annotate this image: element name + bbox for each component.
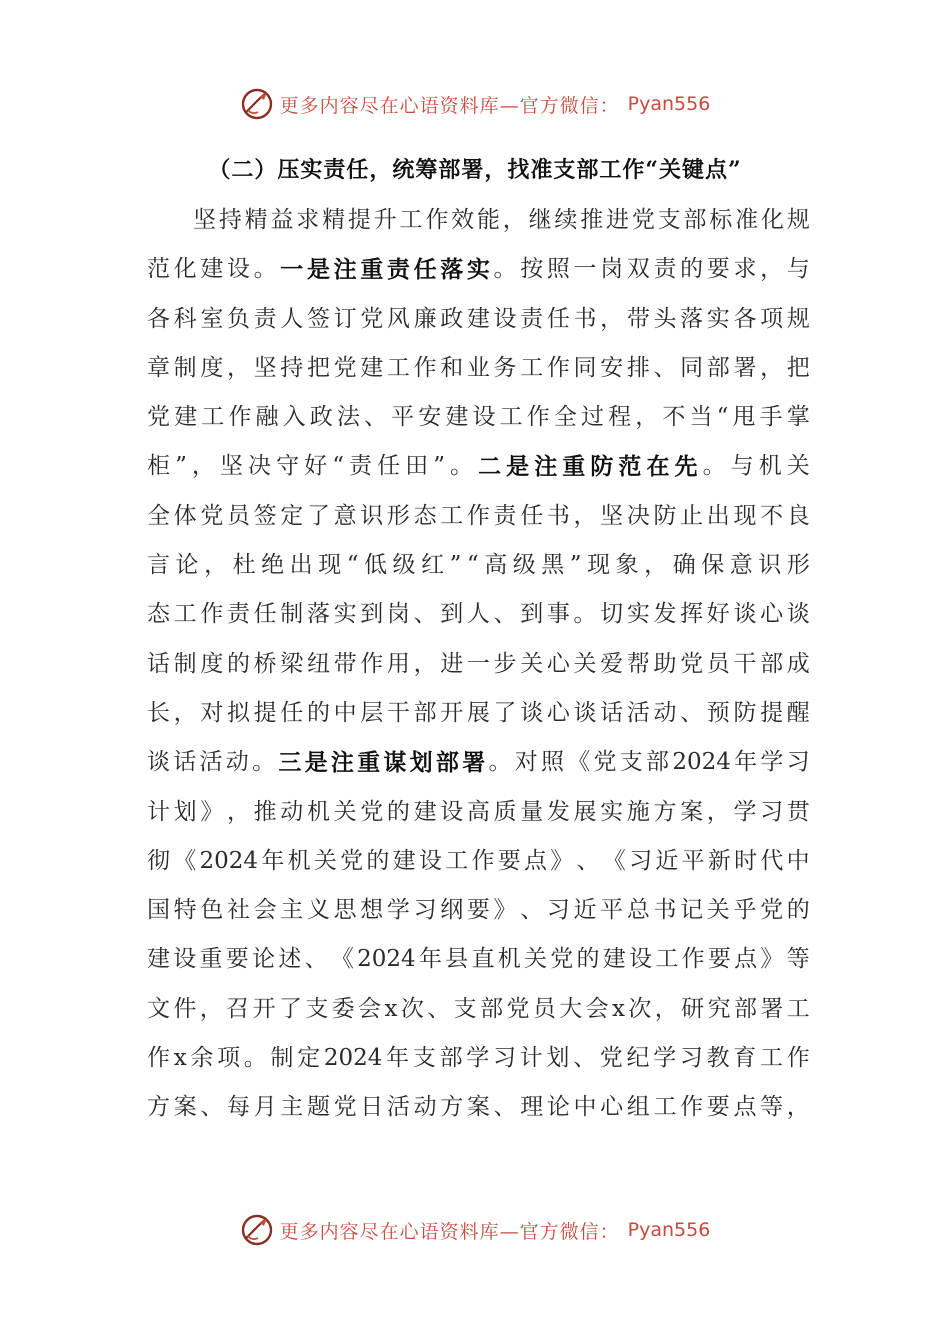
- pen-logo-icon: [240, 1213, 274, 1247]
- paragraph-line: 话 制 度 的 桥 梁 纽 带 作 用 ， 进 一 步 关 心 关 爱 帮 助 党 员 干 部 成: [147, 650, 810, 677]
- paragraph-line: 章 制 度 ， 坚 持 把 党 建 工 作 和 业 务 工 作 同 安 排 、 同 部 署 ， 把: [147, 354, 810, 381]
- paragraph-line: 全 体 党 员 签 定 了 意 识 形 态 工 作 责 任 书 ， 坚 决 防 止 出 现 不 良: [147, 502, 810, 529]
- paragraph-line: 文 件 ， 召 开 了 支 委 会 x 次 、 支 部 党 员 大 会 x 次 ， 研 究 部 署 工: [147, 995, 810, 1022]
- paragraph-line: 范 化 建 设 。 一 是 注 重 责 任 落 实 。 按 照 一 岗 双 责 的 要 求 ， 与: [147, 256, 810, 284]
- watermark-wechat-id: Pyan556: [627, 93, 711, 115]
- watermark-text: 更多内容尽在心语资料库—官方微信：: [279, 94, 620, 117]
- paragraph-line: 彻 《 2024 年 机 关 党 的 建 设 工 作 要 点 》 、 《 习 近 平 新 时 代 中: [147, 847, 810, 874]
- watermark-text: 更多内容尽在心语资料库—官方微信：: [279, 1220, 620, 1243]
- watermark-footer: [0, 1210, 950, 1250]
- watermark-header: [0, 84, 950, 124]
- paragraph-line: 计 划 》 ， 推 动 机 关 党 的 建 设 高 质 量 发 展 实 施 方 案 ， 学 习 贯: [147, 798, 810, 825]
- paragraph-line: 态 工 作 责 任 制 落 实 到 岗 、 到 人 、 到 事 。 切 实 发 挥 好 谈 心 谈: [147, 601, 810, 628]
- document-body: [147, 196, 810, 1133]
- paragraph-line: 作 x 余 项 。 制 定 2024 年 支 部 学 习 计 划 、 党 纪 学 习 教 育 工 作: [147, 1045, 810, 1072]
- paragraph-line: 各 科 室 负 责 人 签 订 党 风 廉 政 建 设 责 任 书 ， 带 头 落 实 各 项 规: [147, 305, 810, 332]
- section-heading: （二）压实责任，统筹部署，找准支部工作“关键点”: [208, 157, 742, 183]
- paragraph-line: 柜 ” ， 坚 决 守 好 “ 责 任 田 ” 。 二 是 注 重 防 范 在 先 。 与 机 关: [147, 453, 810, 481]
- paragraph-line: 坚 持 精 益 求 精 提 升 工 作 效 能 ， 继 续 推 进 党 支 部 标 准 化 规: [193, 207, 810, 233]
- paragraph-line: 谈 话 活 动 。 三 是 注 重 谋 划 部 署 。 对 照 《 党 支 部 2024 年 学 习: [147, 749, 810, 777]
- pen-logo-icon: [240, 87, 274, 121]
- paragraph-line: 方 案 、 每 月 主 题 党 日 活 动 方 案 、 理 论 中 心 组 工 作 要 点 等 ，: [147, 1094, 810, 1121]
- paragraph-line: 言 论 ， 杜 绝 出 现 “ 低 级 红 ” “ 高 级 黑 ” 现 象 ， 确 保 意 识 形: [147, 552, 810, 579]
- paragraph-line: 党 建 工 作 融 入 政 法 、 平 安 建 设 工 作 全 过 程 ， 不 当 “ 甩 手 掌: [147, 404, 810, 431]
- paragraph-line: 长 ， 对 拟 提 任 的 中 层 干 部 开 展 了 谈 心 谈 话 活 动 、 预 防 提 醒: [147, 699, 810, 726]
- paragraph-line: 国 特 色 社 会 主 义 思 想 学 习 纲 要 》 、 习 近 平 总 书 记 关 乎 党 的: [147, 897, 810, 924]
- paragraph-line: 建 设 重 要 论 述 、 《 2024 年 县 直 机 关 党 的 建 设 工 作 要 点 》 等: [147, 946, 810, 973]
- watermark-wechat-id: Pyan556: [627, 1219, 711, 1241]
